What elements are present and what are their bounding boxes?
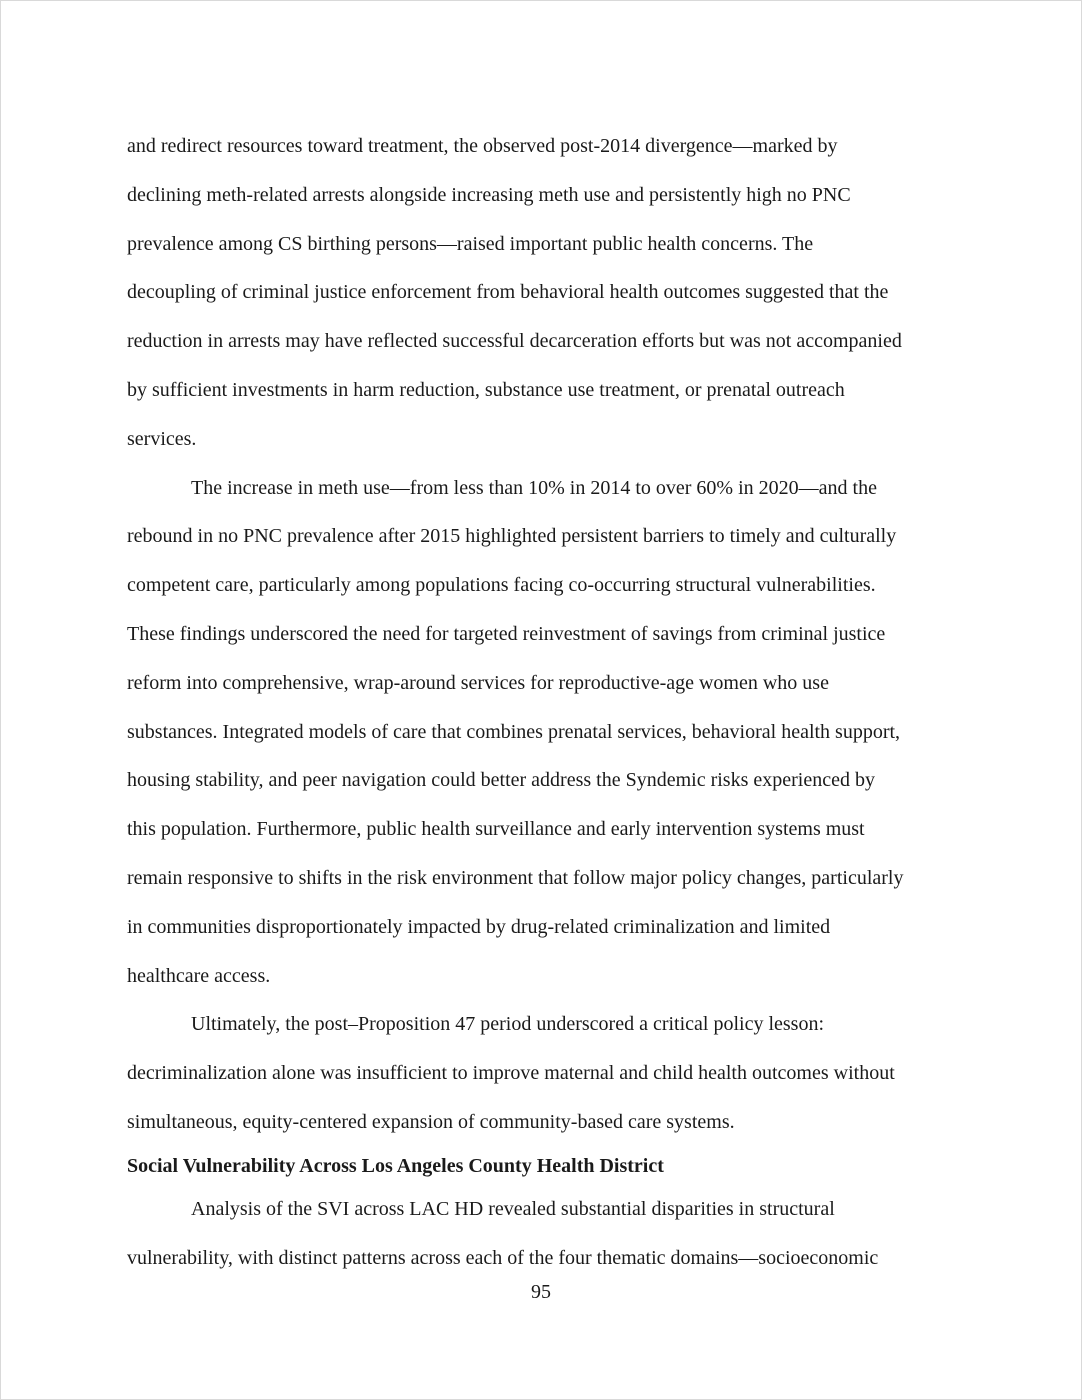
text-line: vulnerability, with distinct patterns across each of the four thematic domains—socioeconomic: [127, 1246, 879, 1269]
text-line: and redirect resources toward treatment, the observed post-2014 divergence—marked by: [127, 135, 838, 157]
text-line: housing stability, and peer navigation could better address the Syndemic risks experienced by: [127, 769, 875, 792]
text-line: competent care, particularly among populations facing co-occurring structural vulnerabilities.: [127, 574, 876, 597]
text-line: by sufficient investments in harm reduction, substance use treatment, or prenatal outreach: [127, 378, 845, 401]
text-line: rebound in no PNC prevalence after 2015 highlighted persistent barriers to timely and culturally: [127, 525, 897, 548]
section-heading: Social Vulnerability Across Los Angeles County Health District: [127, 1154, 664, 1177]
paragraph-policy-lesson: [127, 1000, 957, 1146]
text-line: reduction in arrests may have reflected successful decarceration efforts but was not accompanied: [127, 330, 902, 353]
text-line: decoupling of criminal justice enforcement from behavioral health outcomes suggested that the: [127, 281, 889, 304]
text-line: Analysis of the SVI across LAC HD revealed substantial disparities in structural: [191, 1197, 835, 1220]
text-line: in communities disproportionately impacted by drug-related criminalization and limited: [127, 915, 831, 938]
text-line: substances. Integrated models of care that combines prenatal services, behavioral health support,: [127, 720, 901, 743]
text-line: prevalence among CS birthing persons—raised important public health concerns. The: [127, 232, 814, 255]
text-line: healthcare access.: [127, 964, 271, 987]
text-line: reform into comprehensive, wrap-around services for reproductive-age women who use: [127, 671, 829, 694]
page-number: 95: [531, 1281, 551, 1303]
text-line: Ultimately, the post–Proposition 47 period underscored a critical policy lesson:: [191, 1013, 825, 1036]
text-line: remain responsive to shifts in the risk environment that follow major policy changes, particularly: [127, 866, 904, 889]
text-line: The increase in meth use—from less than 10% in 2014 to over 60% in 2020—and the: [191, 476, 877, 499]
text-line: declining meth-related arrests alongside increasing meth use and persistently high no PNC: [127, 183, 851, 206]
paragraph-continuation: [127, 122, 957, 464]
text-line: decriminalization alone was insufficient to improve maternal and child health outcomes without: [127, 1062, 895, 1085]
text-line: services.: [127, 427, 197, 450]
paragraph-meth-use: [127, 464, 957, 1001]
text-line: this population. Furthermore, public health surveillance and early intervention systems must: [127, 818, 865, 841]
text-line: These findings underscored the need for targeted reinvestment of savings from criminal justice: [127, 622, 886, 645]
document-body: [127, 122, 957, 1282]
paragraph-svi-analysis: [127, 1185, 957, 1283]
text-line: simultaneous, equity-centered expansion of community-based care systems.: [127, 1110, 735, 1133]
